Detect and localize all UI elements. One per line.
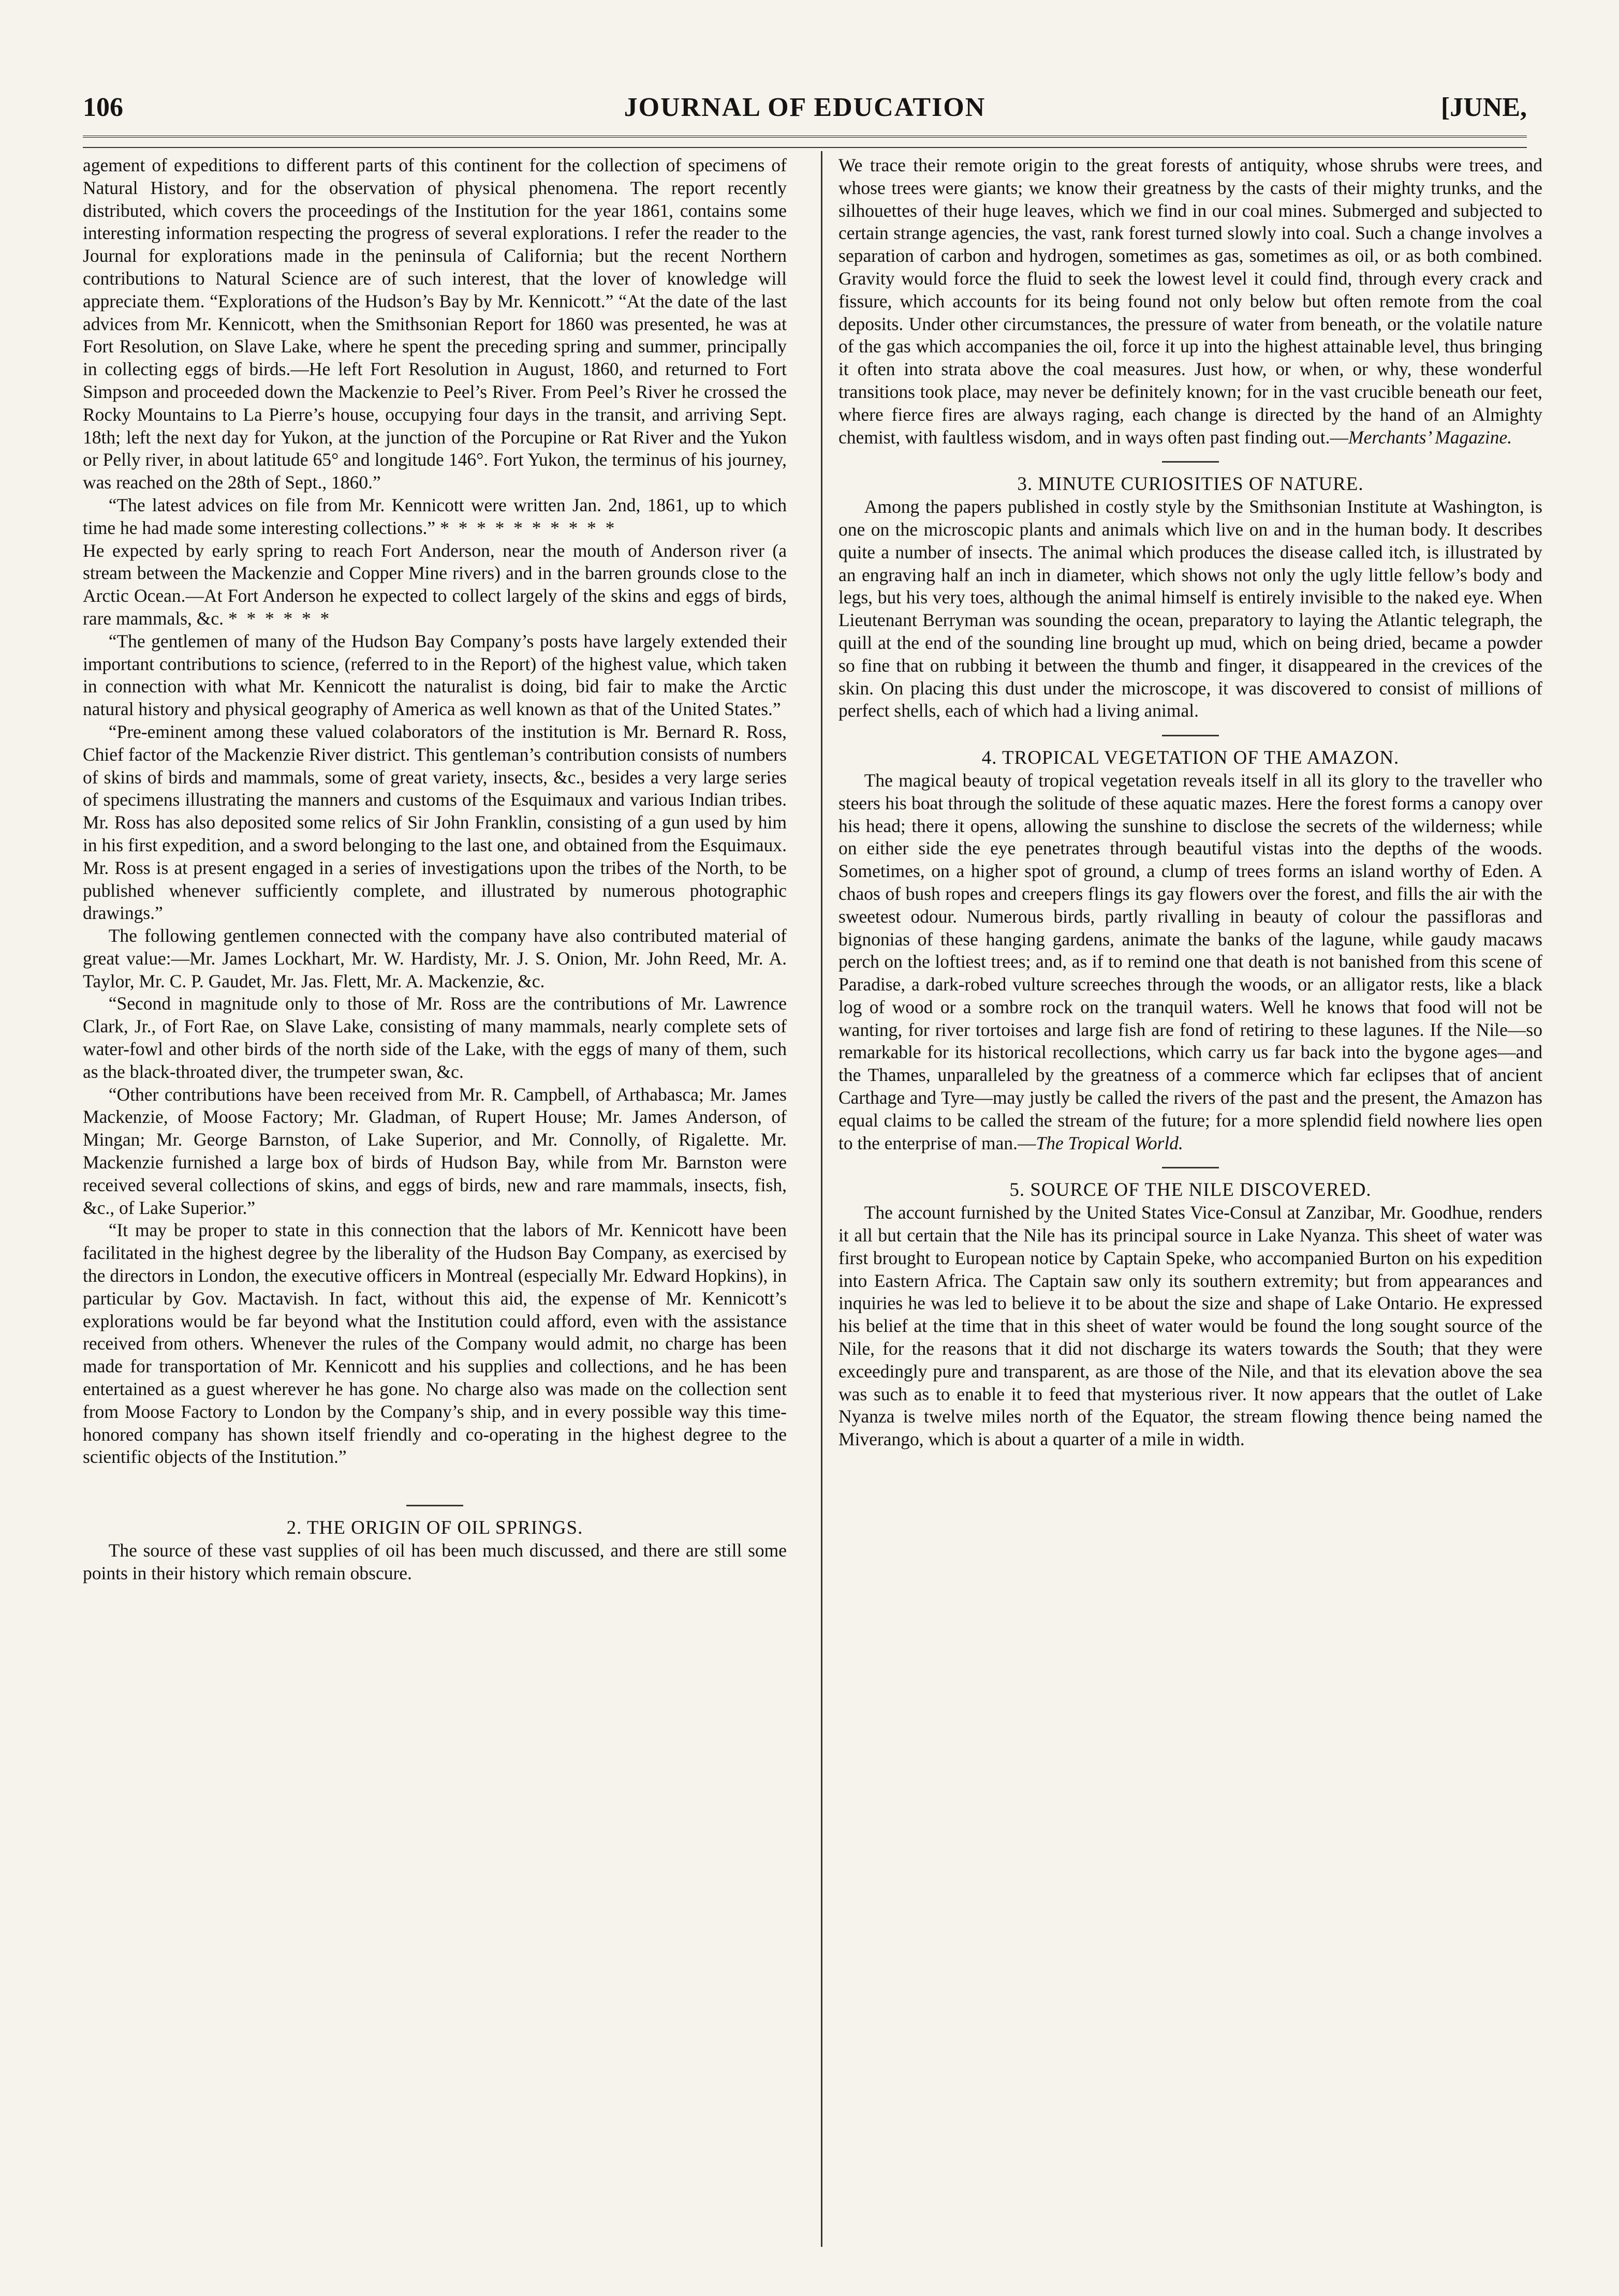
section-title: 2. THE ORIGIN OF OIL SPRINGS.	[286, 1517, 583, 1539]
section-title: 5. SOURCE OF THE NILE DISCOVERED.	[1009, 1179, 1372, 1201]
source-citation: Merchants’ Magazine.	[1348, 426, 1512, 448]
paragraph	[838, 154, 1542, 449]
paragraph: The following gentlemen connected with the company have also contributed material of great value:—Mr. James Lockhart, Mr. W. Hardisty, Mr. J. S. Onion, Mr. John Reed, Mr. A. Taylor, Mr. C. P. Gaudet, Mr. Jas. Flett, Mr. A. Mackenzie, &c.	[83, 925, 787, 991]
paragraph: The account furnished by the United States Vice-Consul at Zanzibar, Mr. Goodhue, renders it all but certain that the Nile has its principal source in Lake Nyanza. This sheet of water was first brought to European notice by Captain Speke, who accompanied Burton on his expedition into Eastern Africa. The Captain saw only its southern extremity; but from appearances and inquiries he was led to believe it to be about the size and shape of Lake Ontario. He expressed his belief at the time that in this sheet of water would be found the long sought source of the Nile, for the reasons that it did not discharge its waters towards the South; that they were exceedingly pure and transparent, as are those of the Nile, and that its elevation above the sea was such as to enable it to feed that mysterious river. It now appears that the outlet of Lake Nyanza is twelve miles north of the Equator, the stream flowing thence being named the Miverango, which is about a quarter of a mile in width.	[838, 1202, 1542, 1450]
column-divider	[821, 151, 822, 2247]
section-title: 3. MINUTE CURIOSITIES OF NATURE.	[1017, 473, 1364, 495]
asterisks: * * * * * *	[228, 608, 330, 629]
paragraph: “The gentlemen of many of the Hudson Bay Company’s posts have largely extended their important contributions to science, (referred to in the Report) of the highest value, which taken in connection with what Mr. Kennicott the naturalist is doing, bid fair to make the Arctic natural history and physical geography of America as well known as that of the United States.”	[83, 630, 787, 720]
section-rule	[1162, 461, 1219, 463]
paragraph: Among the papers published in costly style by the Smithsonian Institute at Washington, is one on the microscopic plants and animals which live on and in the human body. It describes quite a number of insects. The animal which produces the disease called itch, is illustrated by an engraving half an inch in diameter, which shows not only the ugly little fellow’s body and legs, but his very toes, although the animal himself is entirely invisible to the naked eye. When Lieutenant Berryman was sounding the ocean, preparatory to laying the Atlantic telegraph, the quill at the end of the sounding line brought up mud, which on being dried, became a powder so fine that on rubbing it between the thumb and finger, it disappeared in the crevices of the skin. On placing this dust under the microscope, it was discovered to consist of millions of perfect shells, each of which had a living animal.	[838, 496, 1542, 721]
page-number: 106	[83, 93, 123, 122]
paragraph: “Other contributions have been received from Mr. R. Campbell, of Arthabasca; Mr. James Mackenzie, of Moose Factory; Mr. Gladman, of Rupert House; Mr. James Anderson, of Mingan; Mr. George Barnston, of Lake Superior, and Mr. Connolly, of Rigalette. Mr. Mackenzie furnished a large box of birds of Hudson Bay, while from Mr. Barnston were received several collections of skins, and eggs of birds, new and rare mammals, insects, fish, &c., of Lake Superior.”	[83, 1084, 787, 1218]
paragraph: The source of these vast supplies of oil has been much discussed, and there are still some points in their history which remain obscure.	[83, 1540, 787, 1583]
left-column	[83, 154, 787, 1585]
paragraph: “Second in magnitude only to those of Mr. Ross are the contributions of Mr. Lawrence Clark, Jr., of Fort Rae, on Slave Lake, consisting of many mammals, nearly complete sets of water-fowl and other birds of the north side of the Lake, with the eggs of many of them, such as the black-throated diver, the trumpeter swan, &c.	[83, 993, 787, 1082]
paragraph-text: “The latest advices on file from Mr. Kennicott were written Jan. 2nd, 1861, up to which time he had made some interesting collections.”	[83, 494, 787, 538]
section-rule	[1162, 735, 1219, 736]
page-header	[83, 92, 1527, 134]
issue-month: [JUNE,	[1440, 93, 1527, 122]
header-rule	[83, 136, 1527, 138]
section-title: 4. TROPICAL VEGETATION OF THE AMAZON.	[981, 747, 1400, 769]
journal-title: JOURNAL OF EDUCATION	[624, 93, 986, 122]
paragraph-text: We trace their remote origin to the great forests of antiquity, whose shrubs were trees, and whose trees were giants; we know their greatness by the casts of their mighty trunks, and the silhouettes of their huge leaves, which we find in our coal mines. Submerged and subjected to certain strange agencies, the vast, rank forest turned slowly into coal. Such a change involves a separation of carbon and hydrogen, sometimes as gas, sometimes as oil, or as both combined. Gravity would force the fluid to seek the lowest level it could find, through every crack and fissure, which accounts for its being found not only below but often remote from the coal deposits. Under other circumstances, the pressure of water from beneath, or the volatile nature of the gas which accompanies the oil, force it up into the highest attainable level, thus bringing it often into strata above the coal measures. Just how, or when, or why, these wonderful transitions took place, may never be definitely known; for in the vast crucible beneath our feet, where fierce fires are always raging, each change is directed by the hand of an Almighty chemist, with faultless wisdom, and in ways often past finding out.—	[838, 155, 1542, 448]
paragraph: “Pre-eminent among these valued colaborators of the institution is Mr. Bernard R. Ross, Chief factor of the Mackenzie River district. This gentleman’s contribution consists of numbers of skins of birds and mammals, some of great variety, insects, &c., besides a very large series of specimens illustrating the manners and customs of the Esquimaux and various Indian tribes. Mr. Ross has also deposited some relics of Sir John Franklin, consisting of a gun used by him in his first expedition, and a sword belonging to the last one, and obtained from the Esquimaux. Mr. Ross is at present engaged in a series of investigations upon the tribes of the North, to be published whenever sufficiently complete, and illustrated by numerous photographic drawings.”	[83, 721, 787, 924]
header-rule-lower	[83, 147, 1527, 148]
paragraph	[83, 540, 787, 630]
asterisks: * * * * * * * * * *	[440, 517, 615, 538]
paragraph	[83, 494, 787, 540]
paragraph: agement of expeditions to different parts of this continent for the collection of specimens of Natural History, and for the observation of physical phenomena. The report recently distributed, which covers the proceedings of the Institution for the year 1861, contains some interesting information respecting the progress of several explorations. I refer the reader to the Journal for explorations made in the peninsula of California; but the recent Northern contributions to Natural Science are of such interest, that the lover of knowledge will appreciate them. “Explorations of the Hudson’s Bay by Mr. Kennicott.” “At the date of the last advices from Mr. Kennicott, when the Smithsonian Report for 1860 was presented, he was at Fort Resolution, on Slave Lake, where he spent the preceding spring and summer, principally in collecting eggs of birds.—He left Fort Resolution in August, 1860, and returned to Fort Simpson and proceeded down the Mackenzie to Peel’s River. From Peel’s River he crossed the Rocky Mountains to La Pierre’s house, occupying four days in the transit, and arriving Sept. 18th; left the next day for Yukon, at the junction of the Porcupine or Rat River and the Yukon or Pelly river, in about latitude 65° and longitude 146°. Fort Yukon, the terminus of his journey, was reached on the 28th of Sept., 1860.”	[83, 155, 787, 493]
section-rule	[1162, 1167, 1219, 1168]
paragraph: “It may be proper to state in this connection that the labors of Mr. Kennicott have been facilitated in the highest degree by the liberality of the Hudson Bay Company, as exercised by the directors in London, the executive officers in Montreal (especially Mr. Edward Hopkins), in particular by Gov. Mactavish. In fact, without this aid, the expense of Mr. Kennicott’s explorations would be far beyond what the Institution could afford, even with the assistance received from others. Whenever the rules of the Company would admit, no charge has been made for transportation of Mr. Kennicott and his supplies and collections, and he has been entertained as a guest wherever he has gone. No charge also was made on the collection sent from Moose Factory to London by the Company’s ship, and in every possible way this time-honored company has shown itself friendly and co-operating in the highest degree to the scientific objects of the Institution.”	[83, 1220, 787, 1468]
source-citation: The Tropical World.	[1036, 1132, 1183, 1153]
right-column	[838, 154, 1542, 1451]
paragraph	[838, 769, 1542, 1155]
paragraph-text: He expected by early spring to reach Fort Anderson, near the mouth of Anderson river (a stream between the Mackenzie and Copper Mine rivers) and in the barren grounds close to the Arctic Ocean.—At Fort Anderson he expected to collect largely of the skins and eggs of birds, rare mammals, &c.	[83, 540, 787, 629]
paragraph-text: The magical beauty of tropical vegetation reveals itself in all its glory to the traveller who steers his boat through the solitude of these aquatic mazes. Here the forest forms a canopy over his head; there it opens, allowing the sunshine to disclose the secrets of the wilderness; while on either side the eye penetrates through beautiful vistas into the depths of the woods. Sometimes, on a higher spot of ground, a clump of trees forms an island worthy of Eden. A chaos of bush ropes and creepers flings its gay flowers over the forest, and fills the air with the sweetest odour. Numerous birds, partly rivalling in beauty of colour the passifloras and bignonias of these hanging gardens, animate the banks of the lagune, while gaudy macaws perch on the loftiest trees; and, as if to remind one that death is not banished from this scene of Paradise, a dark-robed vulture screeches through the woods, or an alligator rests, like a black log of wood or a sombre rock on the tranquil waters. Well he knows that food will not be wanting, for river tortoises and large fish are fond of retiring to these lagunes. If the Nile—so remarkable for its historical recollections, which carry us far back into the bygone ages—and the Thames, unparalleled by the greatness of a commerce which far eclipses that of ancient Carthage and Tyre—may justly be called the rivers of the past and the present, the Amazon has equal claims to be called the stream of the future; for a more splendid field nowhere lies open to the enterprise of man.—	[838, 769, 1542, 1153]
section-rule	[406, 1505, 463, 1506]
